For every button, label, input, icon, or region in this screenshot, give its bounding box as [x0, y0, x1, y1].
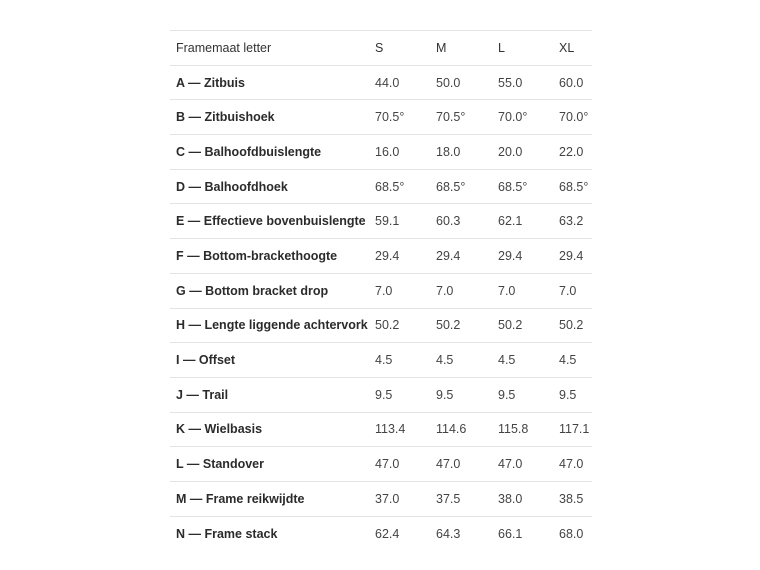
- cell-size-xl: 70.0°: [559, 110, 589, 125]
- cell-size-s: 4.5: [375, 353, 393, 368]
- row-label: N — Frame stack: [176, 526, 278, 541]
- cell-size-l: 70.0°: [498, 110, 528, 125]
- row-label: C — Balhoofdbuislengte: [176, 144, 322, 159]
- cell-size-m: 60.3: [436, 214, 461, 229]
- cell-size-xl: 47.0: [559, 457, 584, 472]
- header-size-l: L: [498, 40, 505, 55]
- cell-size-s: 47.0: [375, 457, 400, 472]
- cell-size-xl: 60.0: [559, 75, 584, 90]
- row-label: H — Lengte liggende achtervork: [176, 318, 368, 333]
- cell-size-l: 9.5: [498, 387, 516, 402]
- header-frame-size-label: Framemaat letter: [176, 40, 272, 55]
- cell-size-m: 4.5: [436, 353, 454, 368]
- cell-size-l: 20.0: [498, 144, 523, 159]
- cell-size-s: 16.0: [375, 144, 400, 159]
- cell-size-xl: 63.2: [559, 214, 584, 229]
- cell-size-xl: 29.4: [559, 248, 584, 263]
- cell-size-m: 29.4: [436, 248, 461, 263]
- cell-size-xl: 9.5: [559, 387, 577, 402]
- row-label: D — Balhoofdhoek: [176, 179, 288, 194]
- header-size-xl: XL: [559, 40, 575, 55]
- cell-size-s: 29.4: [375, 248, 400, 263]
- cell-size-l: 115.8: [498, 422, 529, 437]
- cell-size-l: 68.5°: [498, 179, 528, 194]
- row-label: F — Bottom-brackethoogte: [176, 248, 338, 263]
- cell-size-l: 29.4: [498, 248, 523, 263]
- cell-size-s: 50.2: [375, 318, 400, 333]
- cell-size-s: 62.4: [375, 526, 400, 541]
- table-row: [170, 516, 592, 551]
- cell-size-l: 4.5: [498, 353, 516, 368]
- table-row: [170, 273, 592, 308]
- cell-size-l: 47.0: [498, 457, 523, 472]
- row-label: K — Wielbasis: [176, 422, 263, 437]
- cell-size-xl: 117.1: [559, 422, 590, 437]
- table-row: [170, 481, 592, 516]
- table-row: [170, 377, 592, 412]
- row-label: I — Offset: [176, 353, 236, 368]
- row-label: A — Zitbuis: [176, 75, 245, 90]
- cell-size-m: 47.0: [436, 457, 461, 472]
- cell-size-xl: 50.2: [559, 318, 584, 333]
- cell-size-xl: 4.5: [559, 353, 577, 368]
- cell-size-m: 50.0: [436, 75, 461, 90]
- cell-size-xl: 68.0: [559, 526, 584, 541]
- cell-size-m: 7.0: [436, 283, 454, 298]
- cell-size-m: 68.5°: [436, 179, 466, 194]
- table-row: [170, 308, 592, 343]
- cell-size-xl: 22.0: [559, 144, 584, 159]
- header-size-s: S: [375, 40, 384, 55]
- cell-size-l: 66.1: [498, 526, 523, 541]
- table-row: [170, 169, 592, 204]
- table-row: [170, 239, 592, 274]
- table-row: [170, 447, 592, 482]
- table-row: [170, 204, 592, 239]
- cell-size-s: 44.0: [375, 75, 400, 90]
- cell-size-s: 59.1: [375, 214, 400, 229]
- cell-size-m: 114.6: [436, 422, 467, 437]
- table-row: [170, 100, 592, 135]
- row-label: M — Frame reikwijdte: [176, 491, 305, 506]
- row-label: B — Zitbuishoek: [176, 110, 275, 125]
- cell-size-l: 38.0: [498, 491, 523, 506]
- row-label: L — Standover: [176, 457, 264, 472]
- cell-size-l: 55.0: [498, 75, 523, 90]
- header-size-m: M: [436, 40, 447, 55]
- cell-size-m: 9.5: [436, 387, 454, 402]
- cell-size-l: 50.2: [498, 318, 523, 333]
- cell-size-m: 50.2: [436, 318, 461, 333]
- row-label: E — Effectieve bovenbuislengte: [176, 214, 366, 229]
- cell-size-m: 70.5°: [436, 110, 466, 125]
- cell-size-s: 7.0: [375, 283, 393, 298]
- cell-size-xl: 7.0: [559, 283, 577, 298]
- table-row: [170, 343, 592, 378]
- row-label: G — Bottom bracket drop: [176, 283, 329, 298]
- cell-size-xl: 68.5°: [559, 179, 589, 194]
- cell-size-s: 37.0: [375, 491, 400, 506]
- table-body: [170, 65, 592, 551]
- cell-size-s: 68.5°: [375, 179, 405, 194]
- cell-size-xl: 38.5: [559, 491, 584, 506]
- cell-size-s: 70.5°: [375, 110, 405, 125]
- cell-size-m: 37.5: [436, 491, 461, 506]
- cell-size-l: 62.1: [498, 214, 523, 229]
- table-header-row: [170, 31, 592, 66]
- cell-size-l: 7.0: [498, 283, 516, 298]
- table-row: [170, 135, 592, 170]
- geometry-table: [170, 30, 592, 551]
- cell-size-s: 9.5: [375, 387, 393, 402]
- cell-size-m: 18.0: [436, 144, 461, 159]
- table-row: [170, 65, 592, 100]
- cell-size-m: 64.3: [436, 526, 461, 541]
- row-label: J — Trail: [176, 387, 229, 402]
- cell-size-s: 113.4: [375, 422, 406, 437]
- table-row: [170, 412, 592, 447]
